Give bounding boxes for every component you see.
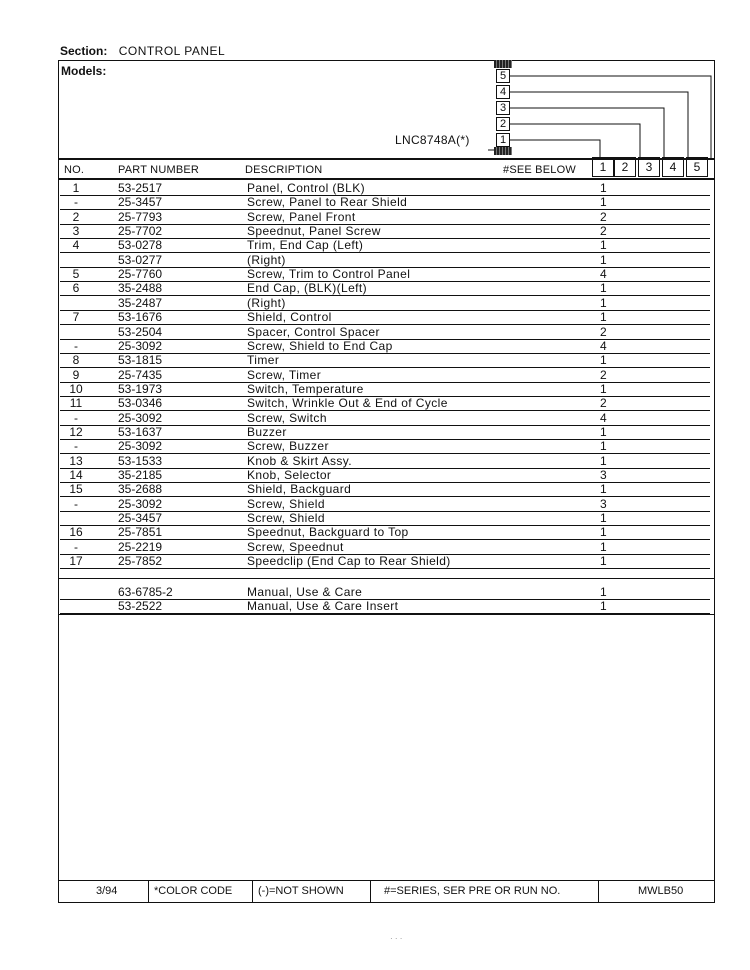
ref-number: 11 — [69, 396, 83, 411]
table-row — [60, 210, 715, 224]
table-row — [60, 325, 715, 339]
description: Screw, Trim to Control Panel — [247, 267, 411, 282]
part-number: 53-1637 — [118, 424, 163, 439]
ref-number: 9 — [72, 367, 80, 382]
footer-color-code: *COLOR CODE — [154, 885, 233, 897]
quantity: 1 — [600, 195, 607, 210]
quantity: 2 — [600, 224, 607, 239]
ref-number: - — [74, 539, 78, 554]
part-number: 35-2185 — [118, 468, 163, 482]
footer-code: MWLB50 — [638, 885, 684, 897]
quantity: 2 — [600, 209, 607, 224]
ref-number: 3 — [72, 224, 80, 239]
description: Speednut, Panel Screw — [247, 224, 381, 239]
ref-number: 1 — [72, 181, 80, 195]
table-row — [60, 468, 715, 482]
table-row — [60, 454, 715, 468]
description: Shield, Backguard — [247, 482, 352, 497]
part-number: 35-2688 — [118, 482, 163, 497]
table-row — [60, 181, 715, 195]
header-bottom-rule — [58, 178, 715, 180]
quantity: 1 — [600, 381, 607, 396]
quantity: 3 — [600, 468, 607, 482]
part-number: 25-7793 — [118, 209, 163, 224]
quantity: 1 — [600, 554, 607, 569]
series-box-3: 3 — [638, 157, 660, 177]
description: Shield, Control — [247, 310, 332, 325]
series-tab: 4 — [496, 85, 510, 99]
footer-bar — [58, 880, 715, 903]
series-box-2: 2 — [614, 157, 636, 177]
table-row — [60, 511, 715, 525]
description: End Cap, (BLK)(Left) — [247, 281, 368, 296]
description: Manual, Use & Care Insert — [247, 599, 399, 613]
table-row — [60, 525, 715, 539]
quantity: 4 — [600, 267, 607, 282]
description: Panel, Control (BLK) — [247, 181, 366, 195]
description: Speednut, Backguard to Top — [247, 525, 409, 540]
description: Screw, Timer — [247, 367, 322, 382]
description: Timer — [247, 353, 280, 368]
table-row — [60, 439, 715, 453]
part-number: 25-7852 — [118, 554, 163, 569]
footer-divider — [252, 881, 253, 902]
series-tab: 3 — [496, 101, 510, 115]
table-row — [60, 296, 715, 310]
part-number: 25-7435 — [118, 367, 163, 382]
list-end-rule — [58, 614, 715, 615]
quantity: 1 — [600, 439, 607, 454]
quantity: 1 — [600, 585, 607, 599]
quantity: 4 — [600, 410, 607, 425]
ref-number: - — [74, 496, 78, 511]
col-header-part-number: PART NUMBER — [118, 164, 200, 176]
model-number: LNC8748A(*) — [395, 133, 470, 147]
description: Buzzer — [247, 424, 287, 439]
table-row — [60, 267, 715, 281]
part-number: 53-1815 — [118, 353, 163, 368]
quantity: 1 — [600, 424, 607, 439]
description: Screw, Panel Front — [247, 209, 356, 224]
series-tab: 5 — [496, 69, 510, 83]
description: Screw, Shield to End Cap — [247, 338, 393, 353]
quantity: 2 — [600, 367, 607, 382]
part-number: 35-2488 — [118, 281, 163, 296]
part-number: 25-3092 — [118, 496, 163, 511]
table-row — [60, 599, 715, 613]
description: Speedclip (End Cap to Rear Shield) — [247, 554, 451, 569]
footer-divider — [370, 881, 371, 902]
ref-number: 6 — [72, 281, 80, 296]
table-row — [60, 554, 715, 568]
quantity: 1 — [600, 482, 607, 497]
quantity: 3 — [600, 496, 607, 511]
quantity: 2 — [600, 324, 607, 339]
ref-number: 10 — [69, 381, 83, 396]
table-row — [60, 238, 715, 252]
quantity: 4 — [600, 338, 607, 353]
table-row — [60, 281, 715, 295]
table-row — [60, 195, 715, 209]
table-row — [60, 310, 715, 324]
table-row — [60, 339, 715, 353]
description: Knob & Skirt Assy. — [247, 453, 353, 468]
description: Manual, Use & Care — [247, 585, 363, 599]
part-number: 25-3457 — [118, 195, 163, 210]
description: Switch, Wrinkle Out & End of Cycle — [247, 396, 448, 411]
description: (Right) — [247, 252, 286, 267]
table-row — [60, 540, 715, 554]
table-row — [60, 382, 715, 396]
row-underline — [60, 568, 710, 569]
ref-number: - — [74, 195, 78, 210]
part-number: 25-7760 — [118, 267, 163, 282]
footer-date: 3/94 — [96, 885, 118, 897]
table-row — [60, 482, 715, 496]
description: Knob, Selector — [247, 468, 332, 482]
models-label: Models: — [61, 64, 107, 78]
part-number: 25-3457 — [118, 511, 163, 526]
quantity: 1 — [600, 599, 607, 613]
quantity: 1 — [600, 252, 607, 267]
description: Switch, Temperature — [247, 381, 364, 396]
col-header-no: NO. — [64, 164, 85, 176]
footer-series-note: #=SERIES, SER PRE OR RUN NO. — [384, 885, 561, 897]
part-number: 25-3092 — [118, 410, 163, 425]
ref-number: 7 — [72, 310, 80, 325]
part-number: 53-1533 — [118, 453, 163, 468]
ref-number: 8 — [72, 353, 80, 368]
part-number: 25-3092 — [118, 338, 163, 353]
ref-number: 13 — [69, 453, 83, 468]
tab-shade-bottom — [494, 147, 512, 155]
quantity: 1 — [600, 295, 607, 310]
quantity: 1 — [600, 525, 607, 540]
part-number: 53-0346 — [118, 396, 163, 411]
part-number: 25-7851 — [118, 525, 163, 540]
section-value: CONTROL PANEL — [118, 44, 226, 58]
ref-number: 2 — [72, 209, 80, 224]
footer-divider — [148, 881, 149, 902]
col-header-description: DESCRIPTION — [245, 164, 323, 176]
series-box-4: 4 — [662, 157, 684, 177]
footer-not-shown: (-)=NOT SHOWN — [258, 885, 344, 897]
description: Screw, Speednut — [247, 539, 344, 554]
quantity: 1 — [600, 238, 607, 253]
ref-number: 17 — [69, 554, 83, 569]
quantity: 1 — [600, 353, 607, 368]
part-number: 53-2504 — [118, 324, 163, 339]
table-row — [60, 368, 715, 382]
quantity: 1 — [600, 310, 607, 325]
table-row — [60, 224, 715, 238]
quantity: 1 — [600, 281, 607, 296]
table-row — [60, 497, 715, 511]
table-row — [60, 585, 715, 599]
description: Screw, Panel to Rear Shield — [247, 195, 408, 210]
quantity: 1 — [600, 539, 607, 554]
description: Screw, Buzzer — [247, 439, 329, 454]
table-row — [60, 353, 715, 367]
part-number: 35-2487 — [118, 295, 163, 310]
quantity: 2 — [600, 396, 607, 411]
part-number: 63-6785-2 — [118, 585, 173, 599]
part-number: 25-7702 — [118, 224, 163, 239]
ref-number: - — [74, 439, 78, 454]
ref-number: 4 — [72, 238, 80, 253]
footer-divider — [598, 881, 599, 902]
series-tab: 1 — [496, 133, 510, 147]
table-row — [60, 253, 715, 267]
part-number: 53-0278 — [118, 238, 163, 253]
table-row — [60, 411, 715, 425]
section-label: Section: — [60, 44, 108, 58]
part-number: 53-2522 — [118, 599, 163, 613]
part-number: 25-2219 — [118, 539, 163, 554]
table-row — [60, 396, 715, 410]
description: Screw, Shield — [247, 511, 325, 526]
ref-number: 16 — [69, 525, 83, 540]
description: Screw, Switch — [247, 410, 327, 425]
description: Spacer, Control Spacer — [247, 324, 380, 339]
ref-number: - — [74, 410, 78, 425]
description: (Right) — [247, 295, 286, 310]
series-box-1: 1 — [592, 157, 614, 177]
ref-number: 12 — [69, 424, 83, 439]
ref-number: 5 — [72, 267, 80, 282]
col-header-series: #SEE BELOW — [503, 164, 576, 176]
quantity: 1 — [600, 453, 607, 468]
series-tab: 2 — [496, 117, 510, 131]
part-number: 25-3092 — [118, 439, 163, 454]
description: Screw, Shield — [247, 496, 325, 511]
part-number: 53-1676 — [118, 310, 163, 325]
ref-number: 15 — [69, 482, 83, 497]
section-gap-rule — [58, 578, 715, 579]
part-number: 53-0277 — [118, 252, 163, 267]
tab-shade-top — [494, 60, 512, 68]
part-number: 53-2517 — [118, 181, 163, 195]
scan-artifact: · · · — [390, 934, 403, 943]
ref-number: - — [74, 338, 78, 353]
part-number: 53-1973 — [118, 381, 163, 396]
quantity: 1 — [600, 511, 607, 526]
series-box-5: 5 — [686, 157, 708, 177]
ref-number: 14 — [69, 468, 83, 482]
table-row — [60, 425, 715, 439]
quantity: 1 — [600, 181, 607, 195]
description: Trim, End Cap (Left) — [247, 238, 364, 253]
